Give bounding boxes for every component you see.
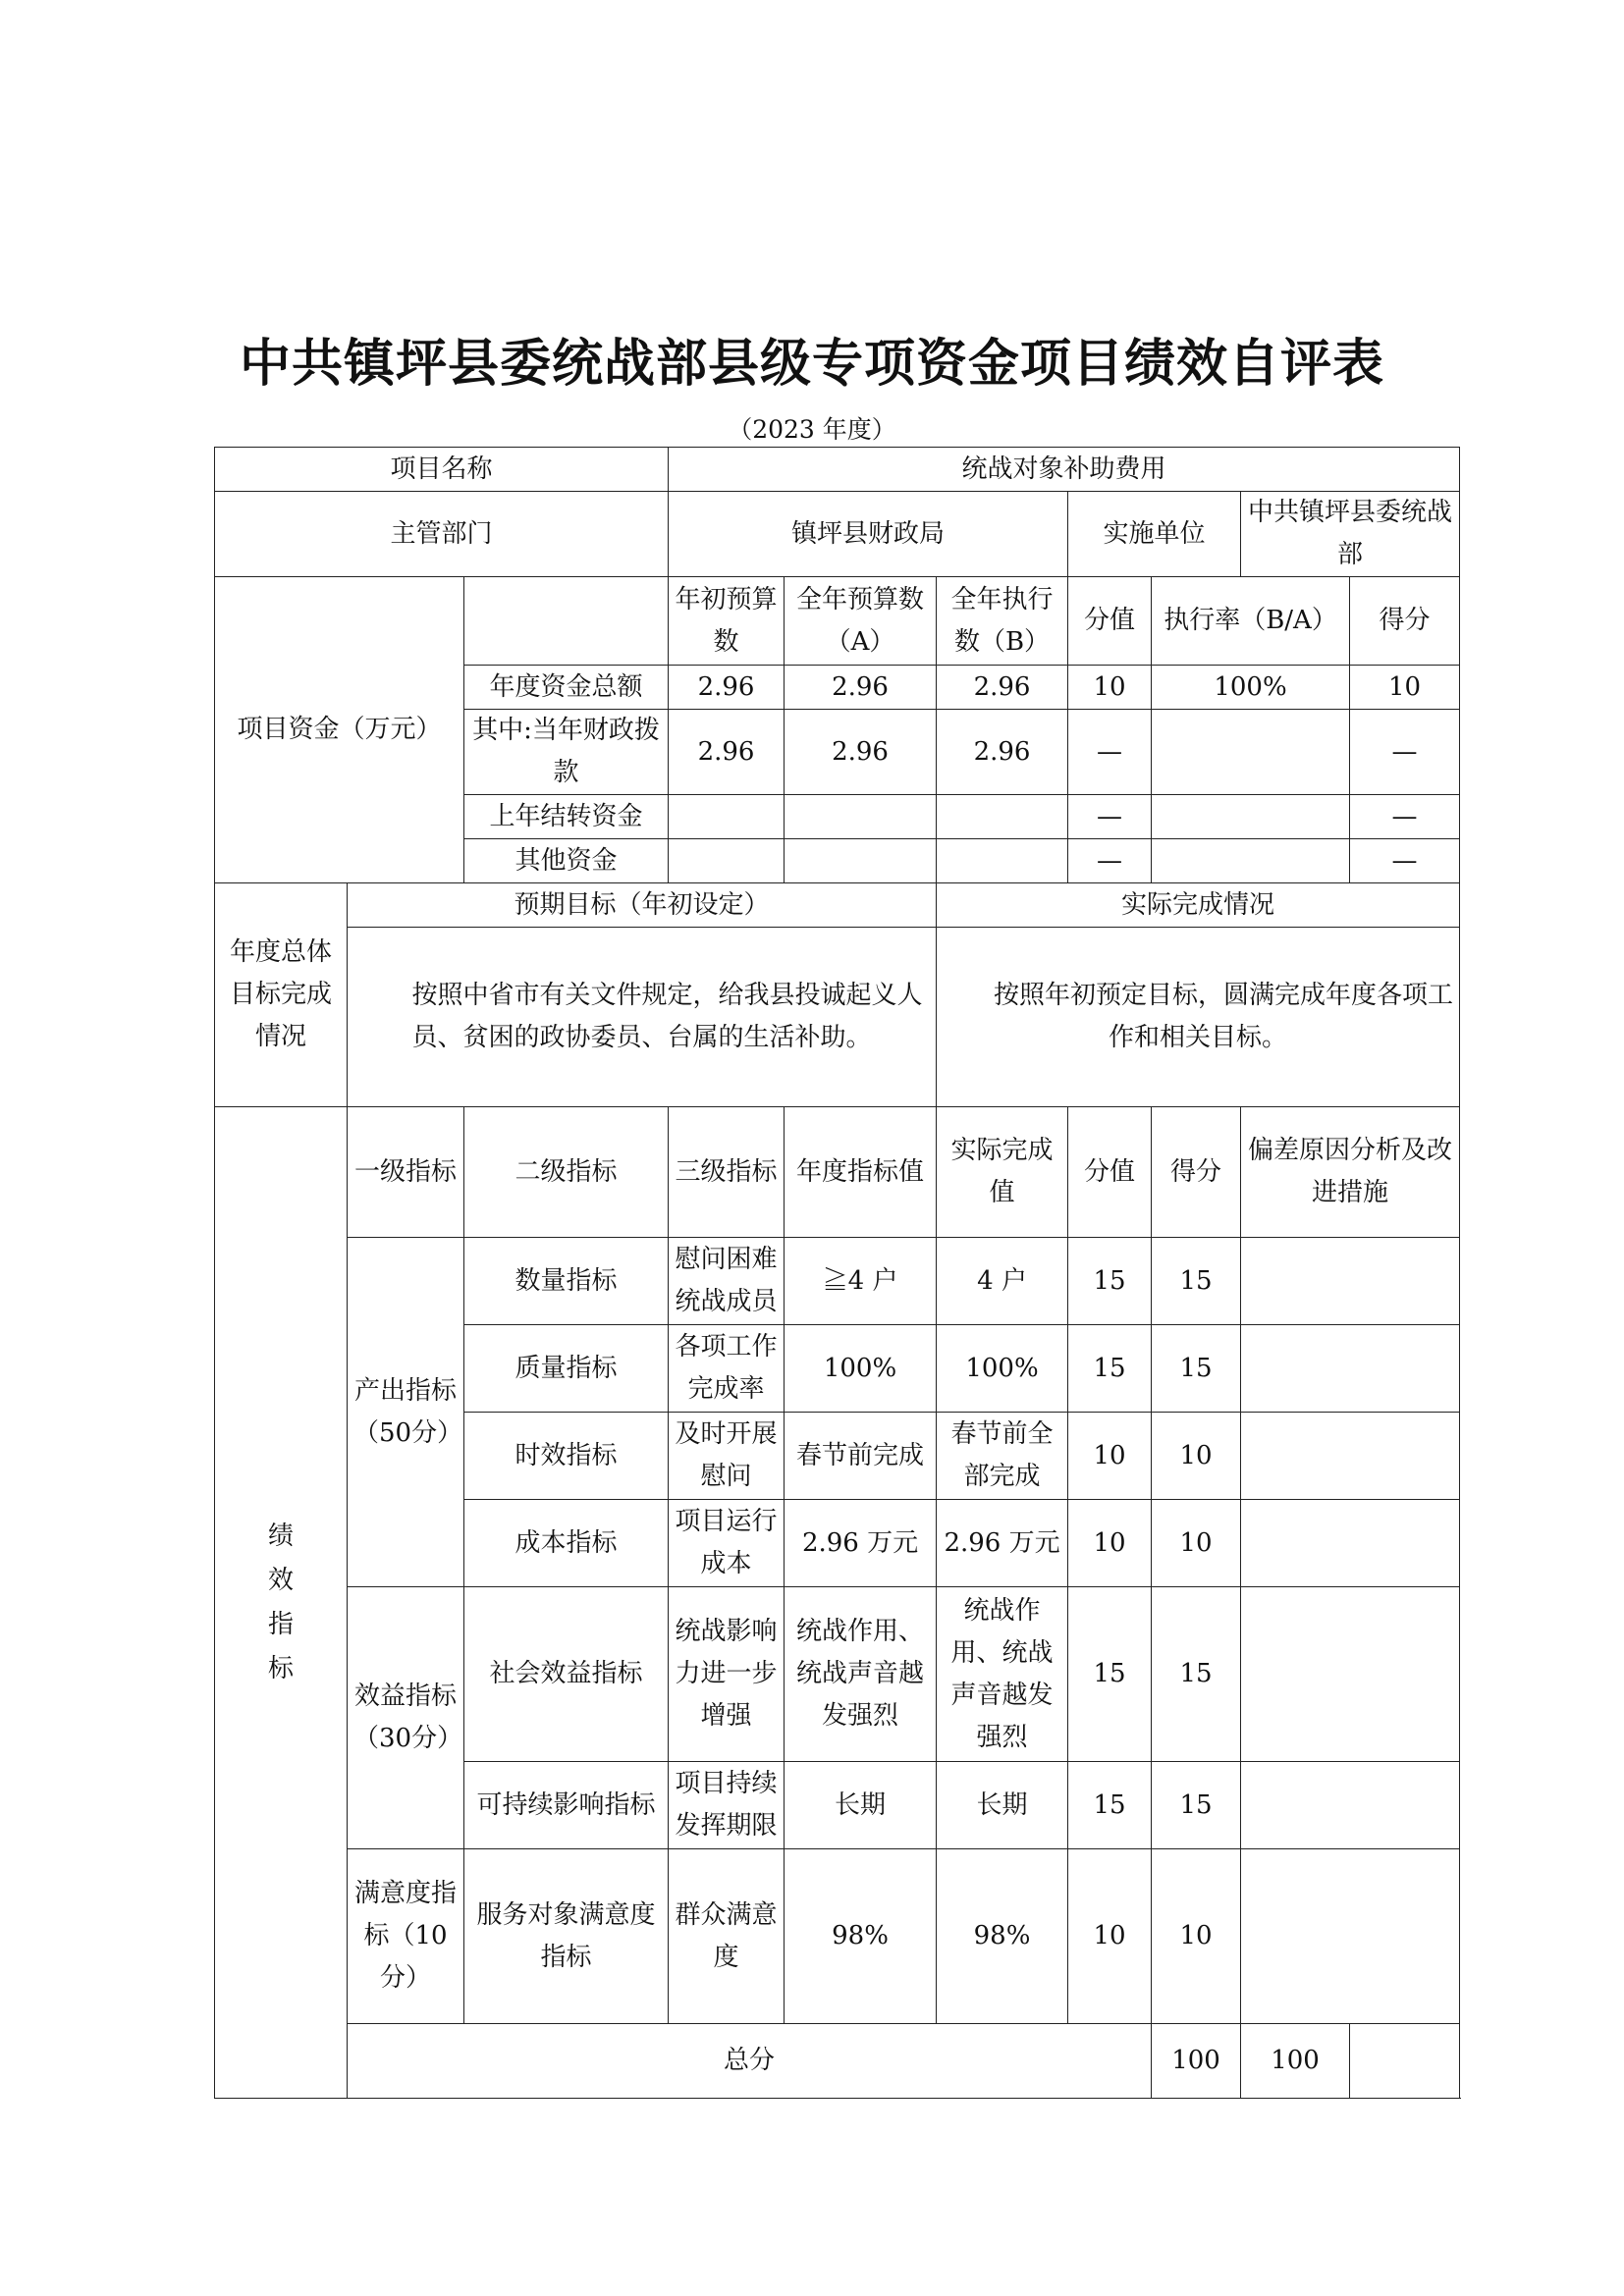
perf-score: 15	[1068, 1762, 1152, 1849]
perf-l2: 质量指标	[464, 1325, 669, 1413]
perf-score: 15	[1068, 1587, 1152, 1762]
funds-row-label: 年度资金总额	[464, 666, 669, 710]
perf-header-l1: 一级指标	[348, 1107, 464, 1238]
perf-got: 10	[1152, 1413, 1241, 1500]
funds-cell: 10	[1068, 666, 1152, 710]
perf-row	[215, 1849, 1460, 2024]
row-perf-header	[215, 1107, 1460, 1238]
funds-cell: 2.96	[937, 710, 1068, 795]
funds-cell: 2.96	[937, 666, 1068, 710]
perf-row	[215, 1587, 1460, 1762]
funds-header-initial-budget: 年初预算数	[669, 577, 785, 666]
perf-note	[1241, 1238, 1460, 1325]
perf-header-actual: 实际完成值	[937, 1107, 1068, 1238]
project-name-value: 统战对象补助费用	[669, 448, 1460, 492]
funds-header-got: 得分	[1350, 577, 1460, 666]
perf-target: 98%	[785, 1849, 937, 2024]
page-subtitle: （2023 年度）	[728, 415, 896, 444]
perf-l3: 统战影响力进一步增强	[669, 1587, 785, 1762]
perf-score: 15	[1068, 1325, 1152, 1413]
funds-header-rate: 执行率（B/A）	[1152, 577, 1350, 666]
perf-l2: 社会效益指标	[464, 1587, 669, 1762]
perf-l3: 项目持续发挥期限	[669, 1762, 785, 1849]
perf-note	[1241, 1325, 1460, 1413]
unit-label: 实施单位	[1068, 492, 1241, 577]
perf-target: 统战作用、统战声音越发强烈	[785, 1587, 937, 1762]
perf-target: 100%	[785, 1325, 937, 1413]
row-department	[215, 492, 1460, 577]
perf-actual: 4 户	[937, 1238, 1068, 1325]
funds-cell	[785, 839, 937, 883]
funds-cell: —	[1068, 839, 1152, 883]
funds-cell: —	[1350, 839, 1460, 883]
perf-l2: 成本指标	[464, 1500, 669, 1587]
funds-cell: 2.96	[669, 666, 785, 710]
perf-note	[1241, 1413, 1460, 1500]
funds-row-label: 上年结转资金	[464, 795, 669, 839]
perf-actual: 春节前全部完成	[937, 1413, 1068, 1500]
funds-header-executed: 全年执行数（B）	[937, 577, 1068, 666]
funds-cell	[669, 839, 785, 883]
unit-value: 中共镇坪县委统战部	[1241, 492, 1460, 577]
perf-got: 10	[1152, 1849, 1241, 2024]
perf-header-score: 分值	[1068, 1107, 1152, 1238]
perf-target: ≧4 户	[785, 1238, 937, 1325]
perf-l3: 各项工作完成率	[669, 1325, 785, 1413]
project-name-label: 项目名称	[215, 448, 669, 492]
funds-cell	[1152, 839, 1350, 883]
funds-label	[215, 577, 464, 883]
funds-row-label: 其中:当年财政拨款	[464, 710, 669, 795]
perf-score: 10	[1068, 1849, 1152, 2024]
funds-header-score: 分值	[1068, 577, 1152, 666]
goal-expected-text: 按照中省市有关文件规定，给我县投诚起义人员、贫困的政协委员、台属的生活补助。	[348, 928, 937, 1107]
funds-header-blank	[464, 577, 669, 666]
funds-cell: —	[1350, 710, 1460, 795]
funds-cell	[1152, 710, 1350, 795]
perf-l2: 可持续影响指标	[464, 1762, 669, 1849]
perf-header-l3: 三级指标	[669, 1107, 785, 1238]
perf-label-text: 绩效指标	[267, 1521, 294, 1683]
perf-row	[215, 1238, 1460, 1325]
perf-l3: 项目运行成本	[669, 1500, 785, 1587]
perf-note	[1241, 1587, 1460, 1762]
funds-cell: —	[1350, 795, 1460, 839]
perf-score: 10	[1068, 1413, 1152, 1500]
funds-cell: —	[1068, 795, 1152, 839]
goal-actual-header: 实际完成情况	[937, 883, 1460, 928]
page-title: 中共镇坪县委统战部县级专项资金项目绩效自评表	[239, 334, 1384, 394]
perf-got: 15	[1152, 1325, 1241, 1413]
evaluation-table	[214, 447, 1460, 2099]
funds-cell	[785, 795, 937, 839]
perf-actual: 98%	[937, 1849, 1068, 2024]
perf-header-got: 得分	[1152, 1107, 1241, 1238]
perf-group-label: 产出指标（50分）	[348, 1238, 464, 1587]
perf-got: 15	[1152, 1238, 1241, 1325]
total-label: 总分	[348, 2024, 1152, 2099]
perf-actual: 统战作用、统战声音越发强烈	[937, 1587, 1068, 1762]
perf-got: 15	[1152, 1762, 1241, 1849]
perf-l2: 时效指标	[464, 1413, 669, 1500]
goal-expected-header: 预期目标（年初设定）	[348, 883, 937, 928]
funds-cell: 10	[1350, 666, 1460, 710]
row-funds-header	[215, 577, 1460, 666]
funds-header-annual-budget: 全年预算数（A）	[785, 577, 937, 666]
perf-group-label: 满意度指标（10分）	[348, 1849, 464, 2024]
funds-cell: 2.96	[785, 666, 937, 710]
department-label: 主管部门	[215, 492, 669, 577]
perf-got: 10	[1152, 1500, 1241, 1587]
perf-l2: 数量指标	[464, 1238, 669, 1325]
perf-l2: 服务对象满意度指标	[464, 1849, 669, 2024]
perf-label	[215, 1107, 348, 2099]
perf-actual: 长期	[937, 1762, 1068, 1849]
perf-note	[1241, 1849, 1460, 2024]
funds-label-text: 项目资金（万元）	[237, 715, 442, 744]
department-value: 镇坪县财政局	[669, 492, 1068, 577]
funds-cell	[937, 795, 1068, 839]
funds-cell	[669, 795, 785, 839]
row-goal-content	[215, 928, 1460, 1107]
funds-cell: 2.96	[785, 710, 937, 795]
goal-actual-text: 按照年初预定目标，圆满完成年度各项工作和相关目标。	[937, 928, 1460, 1107]
perf-l3: 慰问困难统战成员	[669, 1238, 785, 1325]
funds-cell: —	[1068, 710, 1152, 795]
funds-cell	[937, 839, 1068, 883]
perf-l3: 群众满意度	[669, 1849, 785, 2024]
perf-header-l2: 二级指标	[464, 1107, 669, 1238]
perf-score: 15	[1068, 1238, 1152, 1325]
perf-target: 长期	[785, 1762, 937, 1849]
row-project-name	[215, 448, 1460, 492]
goal-label: 年度总体目标完成情况	[215, 883, 348, 1107]
funds-cell	[1152, 795, 1350, 839]
funds-cell: 2.96	[669, 710, 785, 795]
perf-target: 2.96 万元	[785, 1500, 937, 1587]
perf-header-note: 偏差原因分析及改进措施	[1241, 1107, 1460, 1238]
perf-header-target: 年度指标值	[785, 1107, 937, 1238]
perf-actual: 100%	[937, 1325, 1068, 1413]
row-goal-header	[215, 883, 1460, 928]
total-note	[1350, 2024, 1460, 2099]
row-total	[215, 2024, 1460, 2099]
funds-row-label: 其他资金	[464, 839, 669, 883]
perf-l3: 及时开展慰问	[669, 1413, 785, 1500]
funds-cell: 100%	[1152, 666, 1350, 710]
total-score: 100	[1152, 2024, 1241, 2099]
perf-target: 春节前完成	[785, 1413, 937, 1500]
perf-got: 15	[1152, 1587, 1241, 1762]
perf-score: 10	[1068, 1500, 1152, 1587]
perf-actual: 2.96 万元	[937, 1500, 1068, 1587]
perf-group-label: 效益指标（30分）	[348, 1587, 464, 1849]
total-got: 100	[1241, 2024, 1350, 2099]
perf-note	[1241, 1500, 1460, 1587]
perf-note	[1241, 1762, 1460, 1849]
